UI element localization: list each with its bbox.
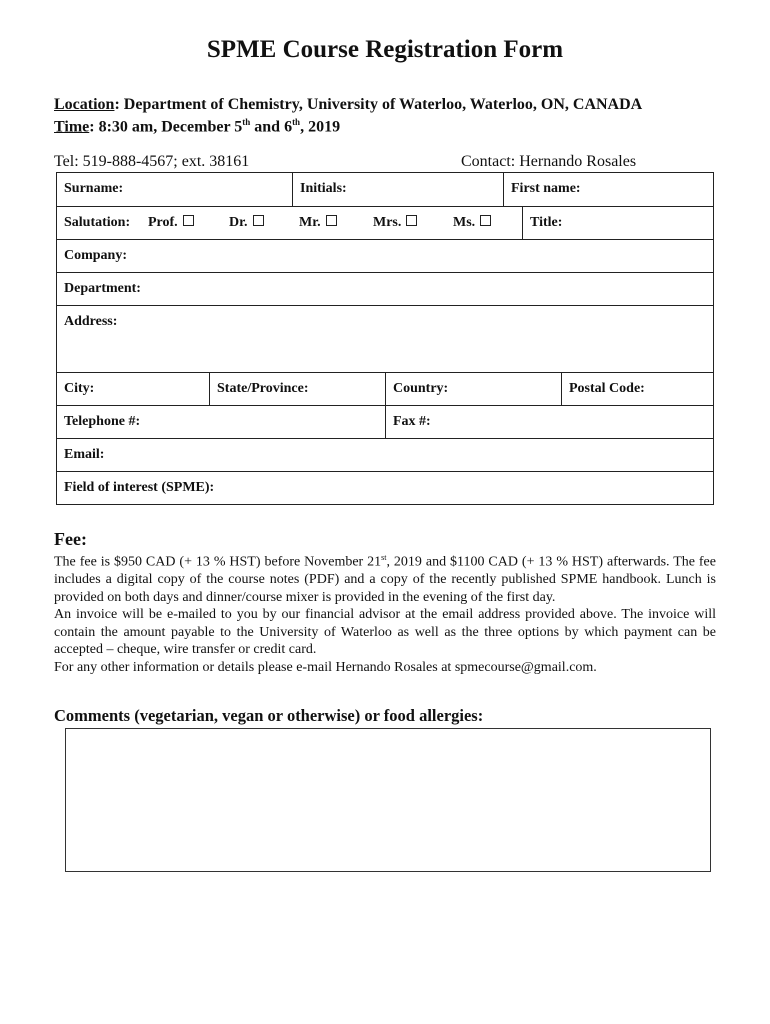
salutation-label: Salutation: — [64, 215, 131, 230]
checkbox[interactable] — [406, 215, 417, 226]
field-label: Telephone #: — [64, 414, 141, 429]
time-text: , 2019 — [300, 118, 341, 136]
comments-heading: Comments (vegetarian, vegan or otherwise) or food allergies: — [54, 706, 484, 725]
table-row — [57, 305, 713, 372]
first-name-field[interactable] — [503, 173, 713, 206]
table-row — [57, 173, 713, 206]
invoice-paragraph: An invoice will be e-mailed to you by our financial advisor at the email address provided above. The invoice will contain the amount payable to the University of Waterloo as well as the three options by which payment can be accepted – cheque, wire transfer or credit card. — [54, 607, 716, 658]
field-label: Postal Code: — [569, 381, 645, 396]
option-ms[interactable] — [453, 215, 491, 231]
option-prof[interactable] — [148, 215, 229, 231]
table-row — [57, 372, 713, 405]
time-line — [54, 117, 340, 136]
fax-field[interactable] — [385, 406, 713, 438]
registration-table — [56, 172, 714, 505]
option-dr[interactable] — [229, 215, 299, 231]
department-field[interactable] — [57, 273, 713, 305]
option-label: Ms. — [453, 215, 476, 230]
field-label: Title: — [530, 215, 563, 230]
field-label: Company: — [64, 248, 128, 263]
email-field[interactable] — [57, 439, 713, 471]
field-label: Email: — [64, 447, 105, 462]
field-label: Surname: — [64, 181, 124, 196]
surname-field[interactable] — [57, 173, 292, 206]
fee-paragraph — [54, 549, 716, 606]
checkbox[interactable] — [326, 215, 337, 226]
table-row — [57, 239, 713, 272]
telephone-field[interactable] — [57, 406, 385, 438]
country-field[interactable] — [385, 373, 561, 405]
title-field[interactable] — [522, 207, 713, 239]
fee-sup: st — [381, 553, 387, 562]
table-row — [57, 272, 713, 305]
telephone-info: Tel: 519-888-4567; ext. 38161 — [54, 153, 250, 170]
location-line — [54, 96, 642, 114]
option-label: Dr. — [229, 215, 248, 230]
checkbox[interactable] — [183, 215, 194, 226]
field-label: Fax #: — [393, 414, 431, 429]
time-text: : 8:30 am, December 5 — [89, 118, 243, 136]
comments-box[interactable] — [65, 728, 711, 872]
field-label: Field of interest (SPME): — [64, 480, 215, 495]
fee-text-part: The fee is $950 CAD (+ 13 % HST) before November 21 — [54, 554, 382, 570]
table-row — [57, 405, 713, 438]
field-label: Initials: — [300, 181, 347, 196]
field-of-interest-field[interactable] — [57, 472, 713, 504]
company-field[interactable] — [57, 240, 713, 272]
field-label: State/Province: — [217, 381, 309, 396]
city-field[interactable] — [57, 373, 209, 405]
salutation-field — [57, 207, 522, 239]
checkbox[interactable] — [253, 215, 264, 226]
fee-heading: Fee: — [54, 529, 87, 549]
address-field[interactable] — [57, 306, 713, 372]
field-label: First name: — [511, 181, 581, 196]
field-label: Address: — [64, 314, 118, 329]
time-sup: th — [292, 117, 301, 127]
location-label: Location — [54, 96, 115, 113]
table-row — [57, 438, 713, 471]
field-label: Country: — [393, 381, 449, 396]
state-field[interactable] — [209, 373, 385, 405]
postal-code-field[interactable] — [561, 373, 713, 405]
time-text: and 6 — [250, 118, 293, 136]
fee-text-part: , 2019 and $1100 CAD (+ 13 % HST) afterwards. The fee includes a digital copy of the course notes (PDF) and a copy of the recently published SPME handbook. Lunch is provided on both days and dinner/course mixer is provided in the evening of the first day. — [54, 554, 716, 605]
time-sup: th — [242, 117, 251, 127]
contact-paragraph: For any other information or details please e-mail Hernando Rosales at spmecourse@gmail.com. — [54, 659, 597, 675]
field-label: City: — [64, 381, 95, 396]
option-label: Mrs. — [373, 215, 402, 230]
contact-info: Contact: Hernando Rosales — [461, 153, 637, 170]
checkbox[interactable] — [480, 215, 491, 226]
option-label: Prof. — [148, 215, 178, 230]
initials-field[interactable] — [292, 173, 503, 206]
table-row — [57, 206, 713, 239]
option-mr[interactable] — [299, 215, 373, 231]
field-label: Department: — [64, 281, 141, 296]
location-value: : Department of Chemistry, University of Waterloo, Waterloo, ON, CANADA — [114, 96, 643, 113]
fee-text — [54, 549, 716, 676]
table-row — [57, 471, 713, 504]
page-title: SPME Course Registration Form — [206, 36, 564, 63]
option-label: Mr. — [299, 215, 321, 230]
option-mrs[interactable] — [373, 215, 453, 231]
time-label: Time — [54, 118, 90, 136]
